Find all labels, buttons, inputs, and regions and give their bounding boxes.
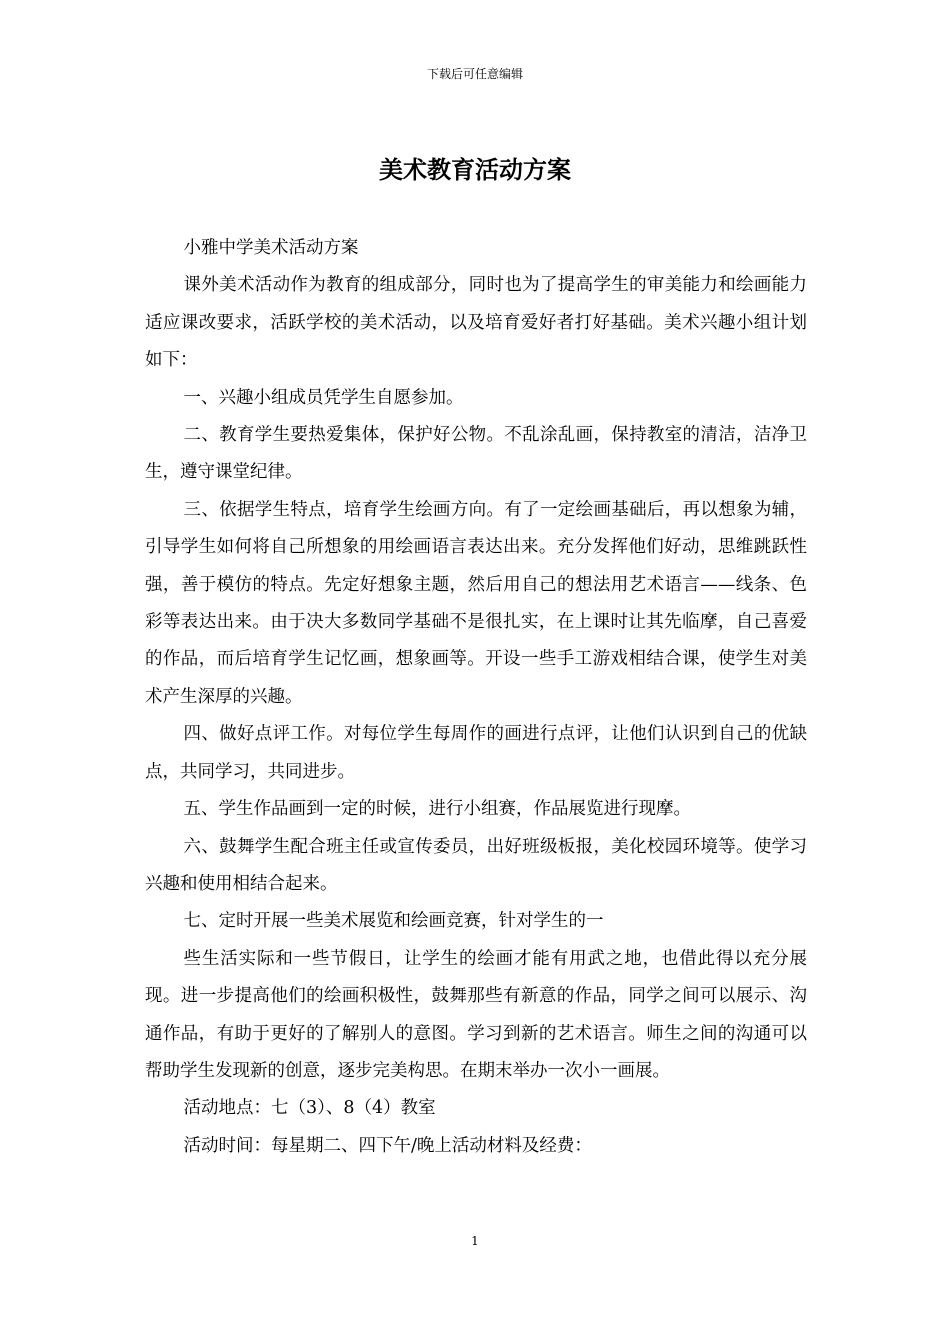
item-6-paragraph: 六、鼓舞学生配合班主任或宣传委员，出好班级板报，美化校园环境等。使学习兴趣和使用相结合起来。 (145, 836, 807, 894)
school-plan-heading: 小雅中学美术活动方案 (183, 238, 359, 258)
header-note: 下载后可任意编辑 (426, 67, 523, 81)
item-3-paragraph: 三、依据学生特点，培育学生绘画方向。有了一定绘画基础后，再以想象为辅，引导学生如何将自己所想象的用绘画语言表达出来。充分发挥他们好动，思维跳跃性强，善于模仿的特点。先定好想象主题，然后用自己的想法用艺术语言——线条、色彩等表达出来。由于决大多数同学基础不是很扎实，在上课时让其先临摩，自己喜爱的作品，而后培育学生记忆画，想象画等。开设一些手工游戏相结合课，使学生对美术产生深厚的兴趣。 (145, 499, 807, 707)
item-7-paragraph: 七、定时开展一些美术展览和绘画竞赛，针对学生的一 (183, 911, 604, 932)
document-body (145, 230, 807, 1165)
page-number: 1 (471, 1234, 479, 1248)
activity-time: 活动时间：每星期二、四下午/晚上活动材料及经费： (183, 1135, 592, 1156)
document-title: 美术教育活动方案 (379, 155, 571, 184)
item-1-paragraph: 一、兴趣小组成员凭学生自愿参加。 (183, 387, 464, 408)
item-4-paragraph: 四、做好点评工作。对每位学生每周作的画进行点评，让他们认识到自己的优缺点，共同学习，共同进步。 (145, 724, 807, 782)
item-2-paragraph: 二、教育学生要热爱集体，保护好公物。不乱涂乱画，保持教室的清洁，洁净卫生，遵守课堂纪律。 (145, 425, 807, 483)
item-5-paragraph: 五、学生作品画到一定的时候，进行小组赛，作品展览进行现摩。 (183, 799, 691, 820)
item-7-continuation-paragraph: 些生活实际和一些节假日，让学生的绘画才能有用武之地，也借此得以充分展现。进一步提高他们的绘画积极性，鼓舞那些有新意的作品，同学之间可以展示、沟通作品，有助于更好的了解别人的意图。学习到新的艺术语言。师生之间的沟通可以帮助学生发现新的创意，逐步完美构思。在期末举办一次小一画展。 (145, 948, 807, 1081)
intro-paragraph: 课外美术活动作为教育的组成部分，同时也为了提高学生的审美能力和绘画能力适应课改要求，活跃学校的美术活动，以及培育爱好者打好基础。美术兴趣小组计划如下： (145, 275, 807, 371)
activity-location: 活动地点：七（3）、8（4）教室 (183, 1098, 436, 1119)
